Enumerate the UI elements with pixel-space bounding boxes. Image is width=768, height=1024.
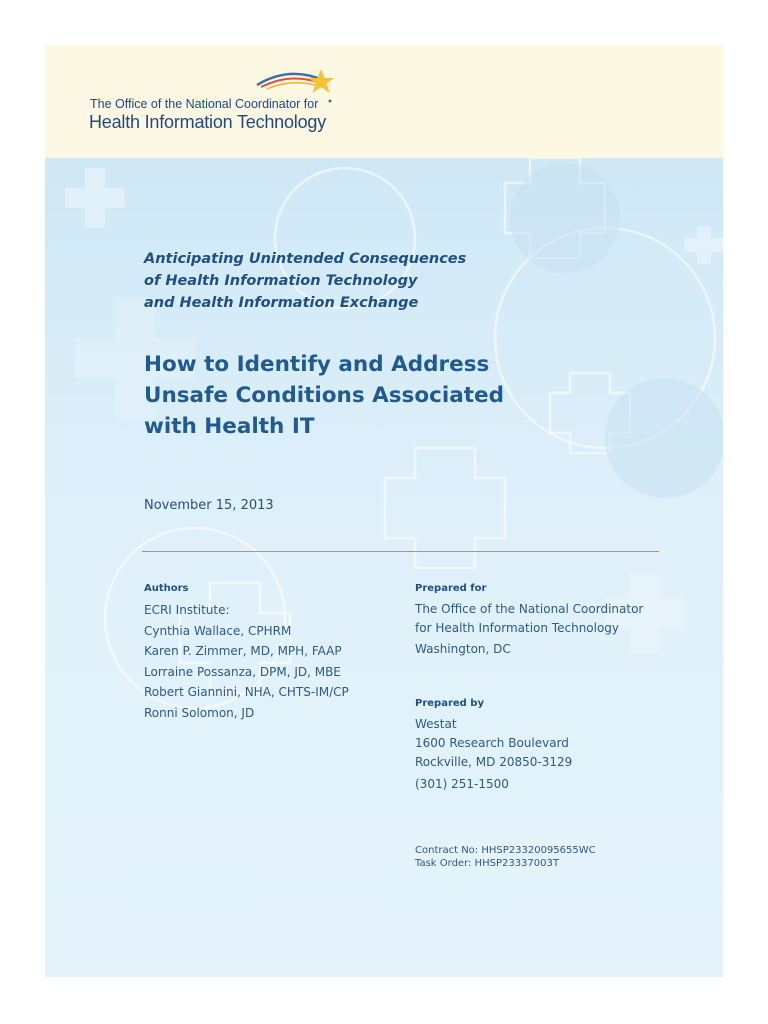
report-series-title (144, 248, 466, 314)
series-title-line: and Health Information Exchange (144, 295, 419, 311)
divider-rule (142, 551, 659, 552)
prepared-for-block (415, 600, 643, 659)
prepared-by-heading: Prepared by (415, 698, 484, 709)
author-line: Cynthia Wallace, CPHRM (144, 623, 292, 638)
prepared-by-line: Westat (415, 717, 457, 731)
report-title (144, 349, 504, 442)
logo-line-hit: Health Information Technology (89, 112, 327, 132)
author-line: Karen P. Zimmer, MD, MPH, FAAP (144, 644, 342, 658)
title-line: with Health IT (144, 414, 315, 439)
author-line: Robert Giannini, NHA, CHTS-IM/CP (144, 685, 349, 699)
series-title-line: Anticipating Unintended Consequences (144, 251, 467, 267)
author-line: ECRI Institute: (144, 603, 230, 617)
logo-line-office: The Office of the National Coordinator for (90, 97, 319, 111)
prepared-for-heading: Prepared for (415, 583, 487, 594)
author-line: Lorraine Possanza, DPM, JD, MBE (144, 664, 341, 679)
report-date: November 15, 2013 (144, 498, 274, 513)
authors-list (144, 600, 349, 723)
prepared-by-line: Rockville, MD 20850-3129 (415, 755, 573, 769)
report-cover (45, 45, 723, 977)
prepared-by-line: (301) 251-1500 (415, 777, 509, 791)
prepared-for-line: The Office of the National Coordinator (415, 602, 644, 616)
authors-heading: Authors (144, 583, 189, 594)
title-line: How to Identify and Address (144, 352, 490, 377)
contract-info (415, 844, 596, 870)
contract-number: Contract No: HHSP23320095655WC (415, 845, 596, 856)
prepared-by-block (415, 715, 572, 794)
task-order: Task Order: HHSP23337003T (415, 858, 559, 869)
series-title-line: of Health Information Technology (144, 273, 418, 289)
author-line: Ronni Solomon, JD (144, 705, 255, 720)
title-line: Unsafe Conditions Associated (144, 383, 504, 408)
prepared-for-line: Washington, DC (415, 642, 511, 656)
prepared-for-line: for Health Information Technology (415, 621, 620, 635)
prepared-by-line: 1600 Research Boulevard (415, 736, 569, 750)
cover-header (45, 45, 723, 158)
